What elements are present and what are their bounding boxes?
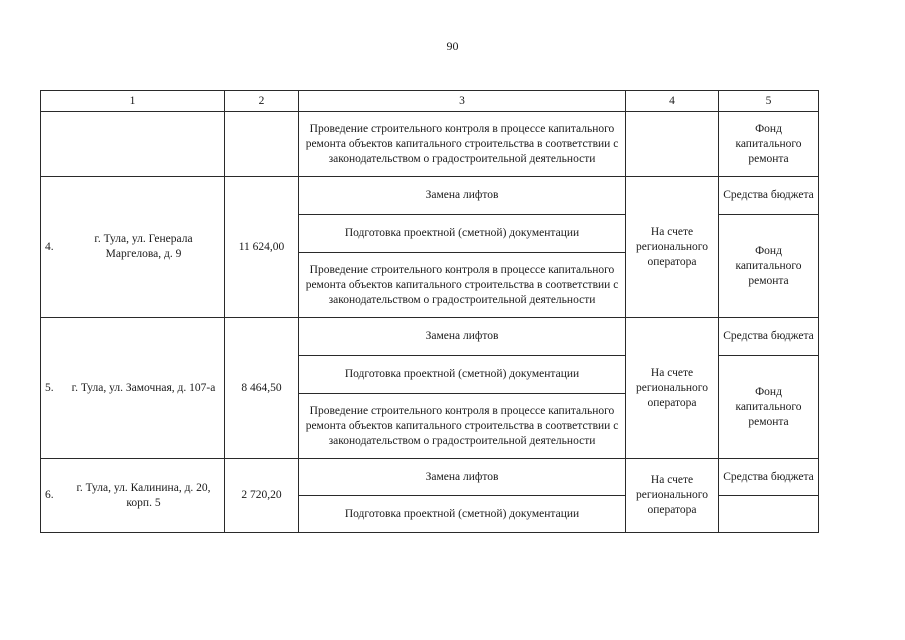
header-col-1: 1 (41, 91, 225, 112)
row-number: 4. (45, 240, 54, 253)
funding-source-cell: Средства бюджета (719, 459, 819, 496)
table-row (41, 112, 819, 177)
address-cell (41, 459, 225, 533)
row-number: 5. (45, 381, 54, 394)
account-cell: На счете регионального оператора (626, 459, 719, 533)
row-number: 6. (45, 489, 54, 501)
address-text: г. Тула, ул. Генерала Маргелова, д. 9 (94, 233, 193, 260)
address-cell (41, 318, 225, 459)
address-text: г. Тула, ул. Калинина, д. 20, корп. 5 (76, 481, 211, 509)
area-cell: 11 624,00 (225, 177, 299, 318)
work-type-cell: Замена лифтов (299, 318, 626, 356)
funding-source-cell: Фонд капитального ремонта (719, 215, 819, 318)
work-type-cell: Подготовка проектной (сметной) документации (299, 215, 626, 253)
table-row (41, 177, 819, 215)
funding-source-cell: Фонд капитального ремонта (719, 356, 819, 459)
table-row (41, 459, 819, 496)
area-cell: 2 720,20 (225, 459, 299, 533)
area-cell: 8 464,50 (225, 318, 299, 459)
empty-cell (626, 112, 719, 177)
header-col-2: 2 (225, 91, 299, 112)
empty-cell (41, 112, 225, 177)
work-type-cell: Замена лифтов (299, 177, 626, 215)
repair-program-table (40, 90, 819, 533)
header-col-3: 3 (299, 91, 626, 112)
funding-source-cell: Средства бюджета (719, 177, 819, 215)
address-text: г. Тула, ул. Замочная, д. 107-а (71, 381, 216, 394)
funding-source-cell: Фонд капитального ремонта (719, 112, 819, 177)
empty-cell (225, 112, 299, 177)
table-row (41, 318, 819, 356)
work-type-cell: Проведение строительного контроля в процессе капитального ремонта объектов капитального строительства в соответствии с законодательством о градостроительной деятельности (299, 394, 626, 459)
address-cell (41, 177, 225, 318)
account-cell: На счете регионального оператора (626, 177, 719, 318)
page-number: 90 (446, 39, 459, 53)
funding-source-cell: Средства бюджета (719, 318, 819, 356)
header-col-5: 5 (719, 91, 819, 112)
work-type-cell: Подготовка проектной (сметной) документации (299, 496, 626, 533)
table-header-row (41, 91, 819, 112)
header-col-4: 4 (626, 91, 719, 112)
account-cell: На счете регионального оператора (626, 318, 719, 459)
work-type-cell: Подготовка проектной (сметной) документации (299, 356, 626, 394)
work-type-cell: Проведение строительного контроля в процессе капитального ремонта объектов капитального строительства в соответствии с законодательством о градостроительной деятельности (299, 112, 626, 177)
work-type-cell: Замена лифтов (299, 459, 626, 496)
funding-source-cell (719, 496, 819, 533)
work-type-cell: Проведение строительного контроля в процессе капитального ремонта объектов капитального строительства в соответствии с законодательством о градостроительной деятельности (299, 253, 626, 318)
